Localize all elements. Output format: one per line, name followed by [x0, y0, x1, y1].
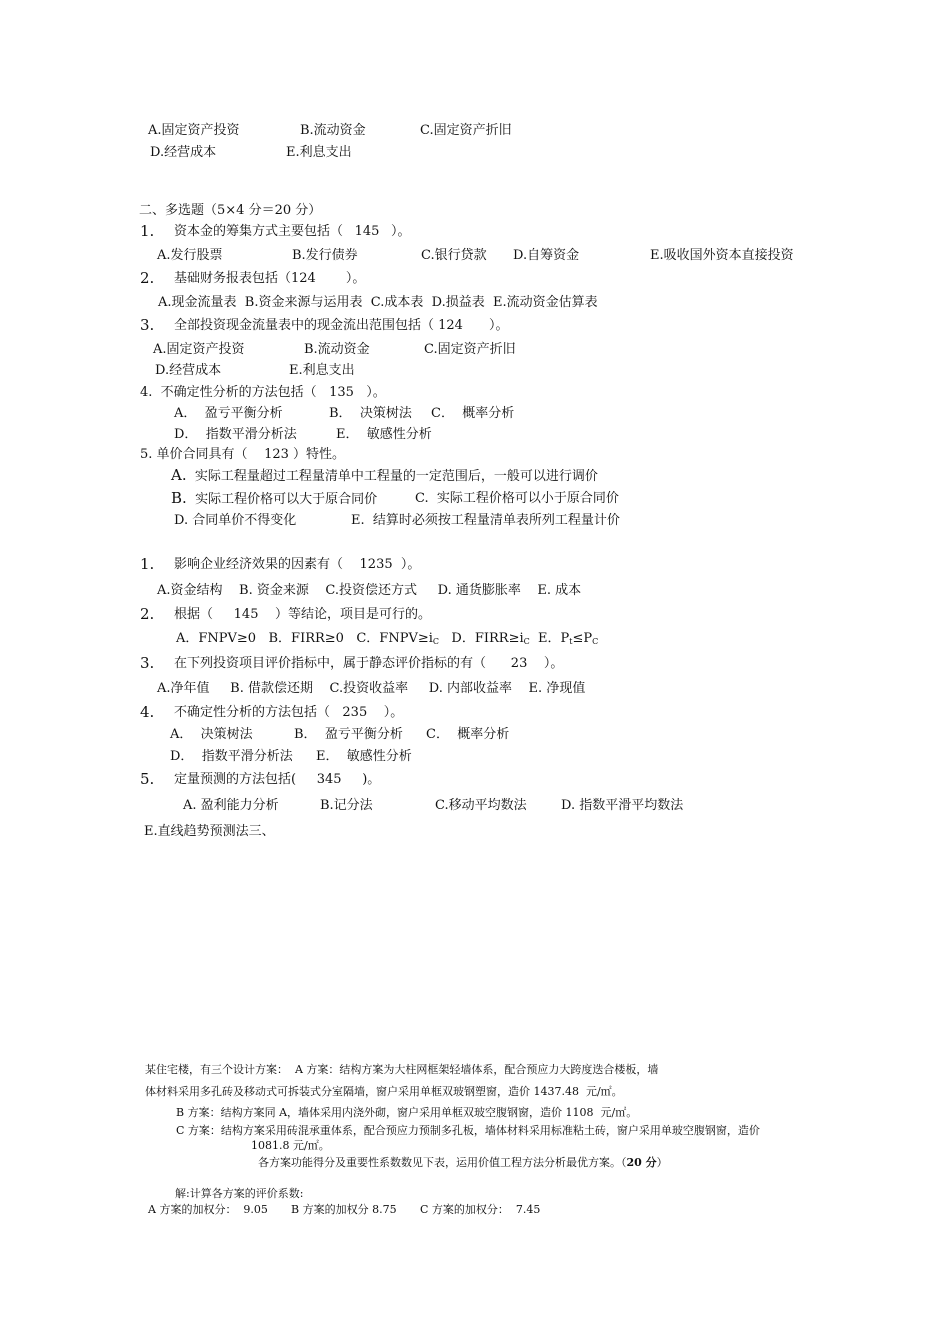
block0-opt-b: B.流动资金: [300, 123, 366, 138]
q3-opt-d: D.经营成本: [155, 363, 222, 378]
case-points: 20 分: [626, 1156, 657, 1169]
b2-q2-opt-a: A．FNPV≥0: [176, 631, 257, 646]
case-line-4: C 方案：结构方案采用砖混承重体系，配合预应力预制多孔板，墙体材料采用标准粘土砖，窗户采用单玻空腹钢窗，造价: [176, 1124, 760, 1137]
b2-q2-text: 根据（ 145 ）等结论，项目是可行的。: [174, 607, 432, 622]
q4-opt-a: A． 盈亏平衡分析: [174, 406, 283, 421]
q3-opt-a: A.固定资产投资: [153, 342, 245, 357]
b2-q2-options: [176, 631, 598, 650]
q4-opt-e: E． 敏感性分析: [336, 427, 432, 442]
q4-text: 4. 不确定性分析的方法包括（ 135 ）。: [140, 385, 386, 400]
b2-q5-opt-b: B.记分法: [320, 798, 373, 813]
q1-opt-e: E.吸收国外资本直接投资: [650, 248, 794, 263]
b2-q4-opt-d: D． 指数平滑分析法: [170, 749, 293, 764]
q5-opt-b-text: 实际工程价格可以大于原合同价: [195, 492, 378, 507]
case-line-6-text: 各方案功能得分及重要性系数数见下表，运用价值工程方法分析最优方案。（: [258, 1156, 627, 1169]
q5-opt-a: [171, 467, 598, 485]
b2-q5-opt-a: A. 盈利能力分析: [183, 798, 279, 813]
b2-q5-number: 5.: [140, 770, 155, 788]
q5-opt-c: C. 实际工程价格可以小于原合同价: [415, 491, 619, 506]
b2-q5-opt-e: E.直线趋势预测法三、: [144, 824, 275, 839]
b2-q2-opt-d: D．$FIRR\ge i_C$: [451, 631, 530, 646]
block0-opt-e: E.利息支出: [286, 145, 352, 160]
b2-q4-opt-c: C． 概率分析: [426, 727, 510, 742]
q1-text: [174, 224, 411, 240]
q2-options: A.现金流量表 B.资金来源与运用表 C.成本表 D.损益表 E.流动资金估算表: [158, 295, 598, 310]
q1-opt-a: A.发行股票: [157, 248, 223, 263]
b2-q3-options: A.净年值 B. 借款偿还期 C.投资收益率 D. 内部收益率 E. 净现值: [157, 681, 586, 696]
q3-text-post: ）。: [488, 318, 509, 333]
q1-number: 1.: [140, 222, 155, 240]
q5-opt-a-text: 实际工程量超过工程量清单中工程量的一定范围后，一般可以进行调价: [194, 469, 598, 484]
b2-q3-text: 在下列投资项目评价指标中，属于静态评价指标的有（ 23 ）。: [174, 656, 564, 671]
q5-opt-a-key: A.: [171, 466, 187, 484]
b2-q2-number: 2.: [140, 605, 155, 623]
solution-a: A 方案的加权分： 9.05: [148, 1203, 268, 1216]
b2-q3-number: 3.: [140, 654, 155, 672]
solution-title: 解:计算各方案的评价系数:: [175, 1187, 304, 1200]
b2-q1-text: 影响企业经济效果的因素有（ 1235 ）。: [174, 557, 421, 572]
b2-q1-options: A.资金结构 B. 资金来源 C.投资偿还方式 D. 通货膨胀率 E. 成本: [157, 583, 582, 598]
q3-opt-b: B.流动资金: [304, 342, 370, 357]
q1-text-pre: 资本金的筹集方式主要包括（: [174, 224, 344, 239]
b2-q5-opt-d: D. 指数平滑平均数法: [561, 798, 684, 813]
q1-opt-c: C.银行贷款: [421, 248, 487, 263]
b2-q2-opt-e: E．$P_t\le P_C$: [538, 631, 599, 646]
case-line-6: [258, 1156, 668, 1170]
q4-opt-d: D． 指数平滑分析法: [174, 427, 297, 442]
case-line-2: 体材料采用多孔砖及移动式可拆装式分室隔墙，窗户采用单框双玻钢塑窗，造价 1437.48 元/㎡。: [145, 1085, 623, 1098]
case-line-6-end: ）: [656, 1156, 668, 1169]
case-line-3: B 方案：结构方案同 A，墙体采用内浇外砌，窗户采用单框双玻空腹钢窗，造价 1108 元/㎡。: [176, 1106, 638, 1119]
q1-answer: 145: [354, 224, 380, 239]
section-title: 二、多选题（5×4 分＝20 分）: [139, 203, 322, 218]
block0-opt-a: A.固定资产投资: [148, 123, 240, 138]
q2-text-pre: 基础财务报表包括（124: [174, 271, 316, 286]
q1-opt-d: D.自筹资金: [513, 248, 580, 263]
q2-text-post: ）。: [345, 271, 366, 286]
q5-opt-d: D. 合同单价不得变化: [174, 513, 297, 528]
q1-opt-b: B.发行债券: [292, 248, 358, 263]
solution-c: C 方案的加权分： 7.45: [420, 1203, 541, 1216]
case-line-5: 1081.8 元/㎡。: [251, 1139, 330, 1152]
b2-q4-opt-a: A． 决策树法: [170, 727, 253, 742]
b2-q4-opt-b: B． 盈亏平衡分析: [294, 727, 403, 742]
b2-q4-opt-e: E． 敏感性分析: [316, 749, 412, 764]
q2-text: [174, 271, 365, 287]
b2-q5-text: 定量预测的方法包括( 345 )。: [174, 772, 381, 787]
b2-q2-opt-b: B．FIRR≥0: [268, 631, 344, 646]
b2-q1-number: 1.: [140, 555, 155, 573]
q5-text: 5. 单价合同具有（ 123 ）特性。: [140, 447, 346, 462]
q5-opt-b: [171, 490, 377, 508]
q5-opt-b-key: B.: [171, 489, 187, 507]
q3-opt-e: E.利息支出: [289, 363, 355, 378]
q3-number: 3.: [140, 316, 155, 334]
block0-opt-d: D.经营成本: [150, 145, 217, 160]
q3-text-pre: 全部投资现金流量表中的现金流出范围包括（ 124: [174, 318, 463, 333]
q3-text: [174, 318, 508, 334]
q4-opt-b: B． 决策树法: [329, 406, 412, 421]
q1-text-post: ）。: [391, 224, 411, 239]
q4-opt-c: C． 概率分析: [431, 406, 515, 421]
q2-number: 2.: [140, 269, 155, 287]
b2-q5-opt-c: C.移动平均数法: [435, 798, 527, 813]
b2-q4-text: 不确定性分析的方法包括（ 235 ）。: [174, 705, 404, 720]
q5-opt-e: E. 结算时必须按工程量清单表所列工程量计价: [351, 513, 620, 528]
b2-q2-opt-c: C．$FNPV\ge i_C$: [356, 631, 440, 646]
block0-opt-c: C.固定资产折旧: [420, 123, 512, 138]
solution-b: B 方案的加权分 8.75: [291, 1203, 397, 1216]
b2-q4-number: 4.: [140, 703, 155, 721]
q3-opt-c: C.固定资产折旧: [424, 342, 516, 357]
case-line-1: 某住宅楼，有三个设计方案： A 方案：结构方案为大柱网框架轻墙体系，配合预应力大跨度迭合楼板，墙: [145, 1063, 659, 1076]
